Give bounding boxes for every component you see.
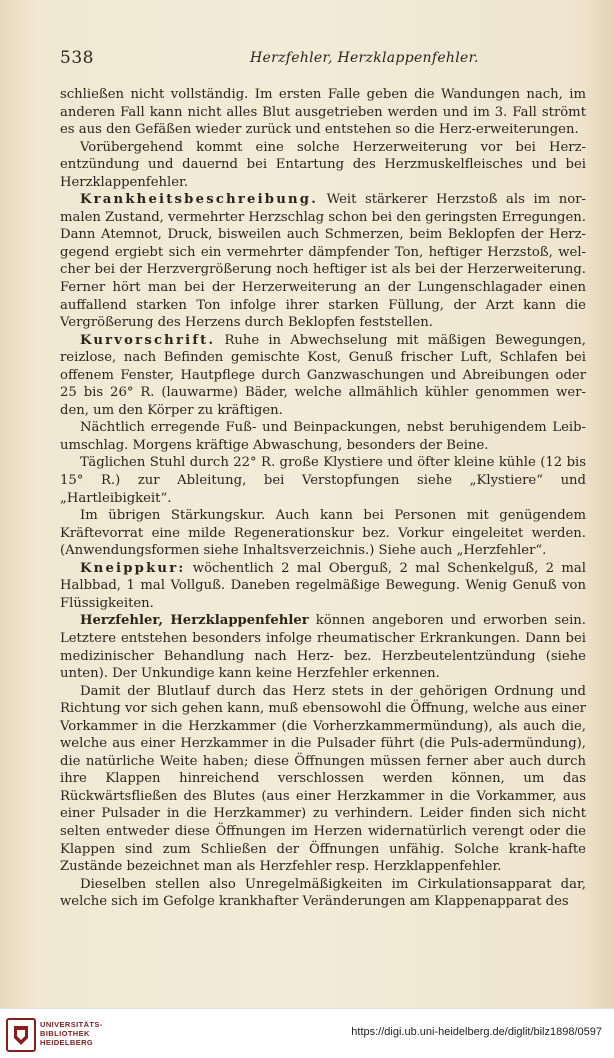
entry-heading: Herzfehler, Herzklappenfehler: [80, 613, 309, 629]
paragraph: [60, 86, 586, 139]
page-header: [60, 48, 560, 70]
paragraph: [60, 191, 586, 331]
paragraph-text: Im übrigen Stärkungskur. Auch kann bei Personen mit genügendem Kräftevorrat eine milde Regenerationskur bez. Vorkur eingeleitet werden. (Anwendungsformen siehe Inhaltsverzeichnis.) Siehe auch „Herzfehler“.: [60, 508, 586, 559]
paragraph-text: Weit stärkerer Herzstoß als im nor-malen Zustand, vermehrter Herzschlag schon bei den geringsten Erregungen. Dann Atemnot, Druck, bisweilen auch Schmerzen, beim Beklopfen der Herz-gegend ergiebt sich ein vermehrter dämpfender Ton, heftiger Herzstoß, wel-cher bei der Herzvergrößerung noch heftiger ist als bei der Herzerweiterung. Ferner hört man bei der Herzerweiterung an der Lungenschlagader einen auffallend starken Ton infolge ihrer starken Füllung, der Arzt kann die Vergrößerung des Herzens durch Beklopfen feststellen.: [60, 192, 586, 331]
library-name-line: UNIVERSITÄTS-: [40, 1020, 103, 1029]
library-name: [40, 1020, 103, 1047]
paragraph-text: Täglichen Stuhl durch 22° R. große Klystiere und öfter kleine kühle (12 bis 15° R.) zur Ableitung, bei Verstopfungen siehe „Klystiere“ und „Hartleibigkeit“.: [60, 455, 586, 506]
paragraph: [60, 139, 586, 192]
paragraph-text: Nächtlich erregende Fuß- und Beinpackungen, nebst beruhigendem Leib-umschlag. Morgens kräftige Abwaschung, besonders der Beine.: [60, 420, 586, 453]
paragraph: [60, 612, 586, 682]
paragraph-text: wöchentlich 2 mal Oberguß, 2 mal Schenkelguß, 2 mal Halbbad, 1 mal Vollguß. Daneben regelmäßige Bewegung. Wenig Genuß von Flüssigkeiten.: [60, 560, 586, 611]
paragraph: [60, 507, 586, 560]
paragraph-text: Vorübergehend kommt eine solche Herzerweiterung vor bei Herz-entzündung und dauernd bei Entartung des Herzmuskelfleisches und bei Herzklappenfehler.: [60, 139, 586, 190]
library-name-line: HEIDELBERG: [40, 1038, 94, 1047]
paragraph-text: Damit der Blutlauf durch das Herz stets in der gehörigen Ordnung und Richtung vor sich gehen kann, muß ebensowohl die Öffnung, welche aus einer Vorkammer in die Herzkammer (die Vorherzkammermündung), als auch die, welche aus einer Herzkammer in die Pulsader führt (die Puls-adermündung), die natürliche Weite haben; diese Öffnungen müssen ferner aber auch durch ihre Klappen hinreichend verschlossen werden können, um das Rückwärtsfließen des Blutes (aus einer Herzkammer in die Vorkammer, aus einer Pulsader in die Herzkammer) zu verhindern. Leider finden sich nicht selten entweder diese Öffnungen im Herzen widernatürlich verengt oder die Klappen sind zum Schließen der Öffnungen unfähig. Solche krank-hafte Zustände bezeichnet man als Herzfehler resp. Herzklappenfehler.: [60, 683, 586, 875]
section-heading: Kurvorschrift.: [80, 332, 216, 348]
paragraph: [60, 683, 586, 876]
source-url-link[interactable]: https://digi.ub.uni-heidelberg.de/diglit/bilz1898/0597: [351, 1026, 602, 1038]
university-seal-icon: [6, 1018, 36, 1052]
section-heading: Kneippkur:: [80, 560, 186, 576]
page-number: 538: [60, 48, 94, 68]
paragraph-text: können angeboren und erworben sein. Letztere entstehen besonders infolge rheumatischer Erkrankungen. Dann bei medizinischer Behandlung nach Herz- bez. Herzbeutelentzündung (siehe unten). Der Unkundige kann keine Herzfehler erkennen.: [60, 613, 586, 682]
section-heading: Krankheitsbeschreibung.: [80, 192, 318, 208]
paragraph: [60, 454, 586, 507]
paragraph-text: Ruhe in Abwechselung mit mäßigen Bewegungen, reizlose, nach Befinden gemischte Kost, Genuß frischer Luft, Schlafen bei offenem Fenster, Hautpflege durch Ganzwaschungen und Abreibungen oder 25 bis 26° R. (lauwarme) Bäder, welche allmählich kühler genommen wer-den, um den Körper zu kräftigen.: [60, 332, 586, 418]
paragraph: [60, 560, 586, 613]
running-title: Herzfehler, Herzklappenfehler.: [250, 50, 479, 66]
paragraph-text: Dieselben stellen also Unregelmäßigkeiten im Cirkulationsapparat dar, welche sich im Gefolge krankhafter Veränderungen am Klappenapparat des: [60, 876, 586, 910]
paragraph: [60, 419, 586, 454]
viewer-footer: [0, 1008, 614, 1058]
library-name-line: BIBLIOTHEK: [40, 1029, 90, 1038]
paragraph: [60, 876, 586, 911]
body-text: [60, 86, 586, 911]
paragraph-text: schließen nicht vollständig. Im ersten Falle geben die Wandungen nach, im anderen Fall kann nicht alles Blut ausgetrieben werden und im 3. Fall strömt es aus den Gefäßen wieder zurück und entstehen so die Herz-erweiterungen.: [60, 87, 586, 138]
paragraph: [60, 332, 586, 420]
